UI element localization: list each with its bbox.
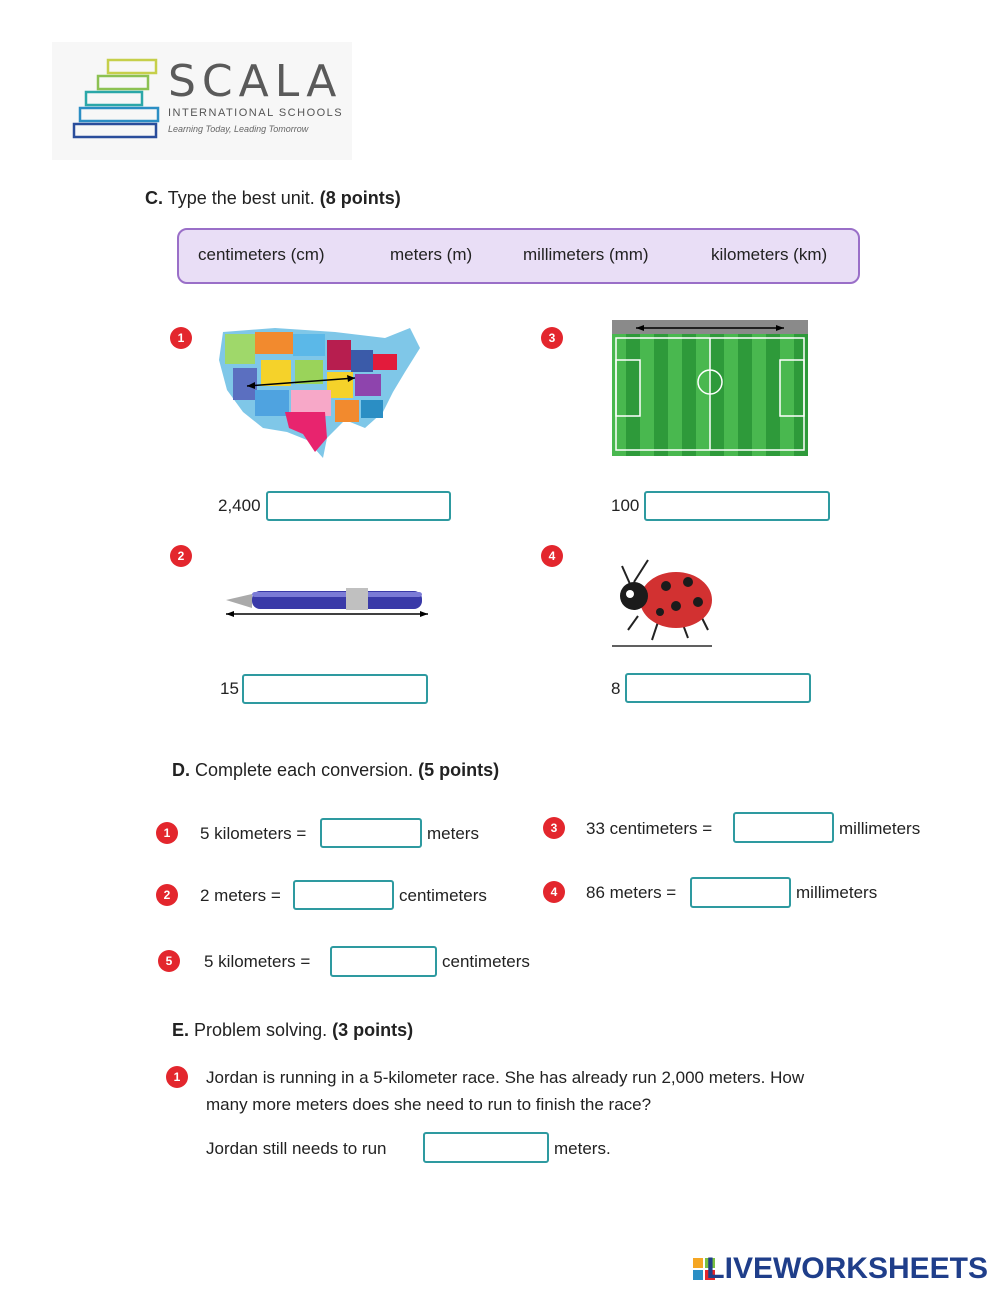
ladybug-image xyxy=(608,556,718,652)
c1-value: 2,400 xyxy=(218,496,261,515)
d3-answer-input[interactable] xyxy=(733,812,834,843)
answer-right-text: meters. xyxy=(554,1139,611,1158)
number-badge: 4 xyxy=(543,881,565,903)
logo-wordmark: SCALA xyxy=(168,56,343,107)
d1-right-text: meters xyxy=(427,824,479,843)
section-c-heading: C. Type the best unit. (8 points) xyxy=(145,188,401,208)
section-d-heading: D. Complete each conversion. (5 points) xyxy=(172,760,500,780)
number-badge: 1 xyxy=(156,822,178,844)
number-badge: 3 xyxy=(541,327,563,349)
number-badge: 1 xyxy=(170,327,192,349)
c3-answer-input[interactable] xyxy=(644,491,830,521)
e1-answer-input[interactable] xyxy=(423,1132,549,1163)
d1-left-text: 5 kilometers = xyxy=(200,824,307,843)
c2-value: 15 xyxy=(220,679,239,698)
soccer-field-image xyxy=(612,320,808,456)
d1-answer-input[interactable] xyxy=(320,818,422,848)
unit-option-km: kilometers (km) xyxy=(711,245,828,264)
problem-line-1: Jordan is running in a 5-kilometer race. She has already run 2,000 meters. How xyxy=(206,1068,805,1087)
logo-subtitle: INTERNATIONAL SCHOOLS xyxy=(168,107,344,119)
d4-left-text: 86 meters = xyxy=(586,883,677,902)
c4-value: 8 xyxy=(611,679,621,698)
liveworksheets-brand: LIVEWORKSHEETS xyxy=(706,1252,988,1285)
number-badge: 3 xyxy=(543,817,565,839)
d2-answer-input[interactable] xyxy=(293,880,394,910)
unit-option-cm: centimeters (cm) xyxy=(198,245,325,264)
number-badge: 4 xyxy=(541,545,563,567)
section-e-heading: E. Problem solving. (3 points) xyxy=(172,1020,414,1040)
d3-left-text: 33 centimeters = xyxy=(586,819,713,838)
number-badge: 2 xyxy=(156,884,178,906)
logo-tagline: Learning Today, Leading Tomorrow xyxy=(168,124,309,134)
d5-left-text: 5 kilometers = xyxy=(204,952,311,971)
d3-right-text: millimeters xyxy=(839,819,921,838)
number-badge: 1 xyxy=(166,1066,188,1088)
unit-option-mm: millimeters (mm) xyxy=(523,245,649,264)
d5-answer-input[interactable] xyxy=(330,946,437,977)
c2-answer-input[interactable] xyxy=(242,674,428,704)
problem-line-2: many more meters does she need to run to finish the race? xyxy=(206,1095,652,1114)
d5-right-text: centimeters xyxy=(442,952,530,971)
d2-left-text: 2 meters = xyxy=(200,886,281,905)
books-icon xyxy=(72,58,164,140)
pen-image xyxy=(222,582,432,622)
c3-value: 100 xyxy=(611,496,640,515)
number-badge: 5 xyxy=(158,950,180,972)
answer-left-text: Jordan still needs to run xyxy=(206,1139,387,1158)
d4-answer-input[interactable] xyxy=(690,877,791,908)
unit-option-m: meters (m) xyxy=(390,245,473,264)
c1-answer-input[interactable] xyxy=(266,491,451,521)
usa-map-image xyxy=(215,320,425,460)
d2-right-text: centimeters xyxy=(399,886,487,905)
d4-right-text: millimeters xyxy=(796,883,878,902)
c4-answer-input[interactable] xyxy=(625,673,811,703)
number-badge: 2 xyxy=(170,545,192,567)
